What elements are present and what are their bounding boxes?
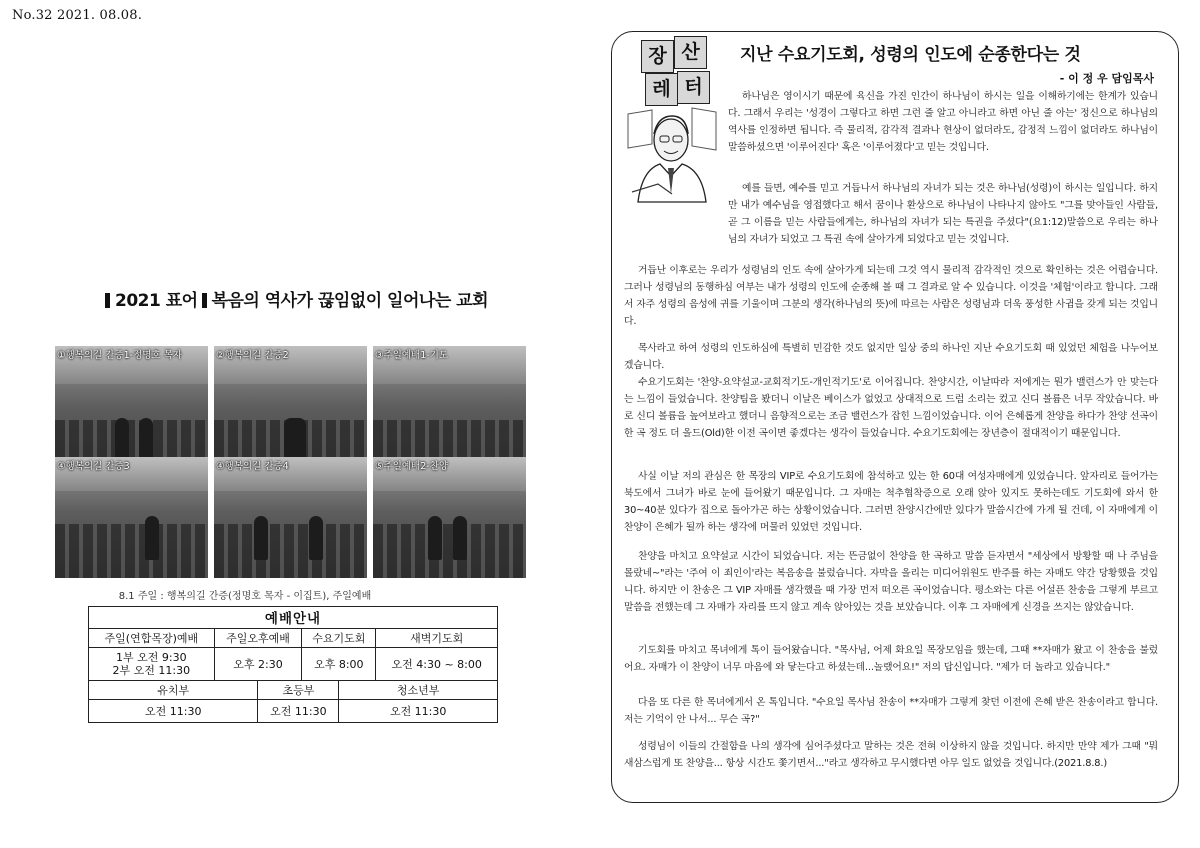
motto-bar-right: [202, 293, 207, 308]
annual-motto: [105, 286, 488, 311]
pastor-portrait: [622, 104, 720, 204]
article-paragraph-10: 성령님이 이들의 간절함을 나의 생각에 심어주셨다고 말하는 것은 전혀 이상하지 않을 것입니다. 하지만 만약 제가 그때 "뭐 새삼스럽게 또 찬양을... 항상 시간도 쫓기면서..."라고 생각하고 무시했다면 아무 일도 없었을 것입니다.(2021.8.8.): [624, 741, 1158, 769]
article-paragraph-3: 거듭난 이후로는 우리가 성령님의 인도 속에 살아가게 되는데 그것 역시 물리적 감각적인 것으로 확인하는 것은 어렵습니다. 그러나 성령님의 동행하심 여부는 내가 성령의 인도에 순종해 볼 때 그 결과로 알 수 있습니다. 이것을 '체험'이라고 합니다. 그래서 자주 성령의 음성에 귀를 기울이며 그분의 생각(하나님의 뜻)에 따르는 사람은 성령님과 더욱 풍성한 사귐을 갖게 되는 것입니다.: [624, 265, 1158, 327]
time-sunday-2nd: 2부 오전 11:30: [112, 664, 191, 677]
article-paragraph-4: 목사라고 하여 성령의 인도하심에 특별히 민감한 것도 없지만 일상 중의 하나인 지난 수요기도회 때 있었던 체험을 나누어보겠습니다.: [624, 343, 1158, 371]
photo-caption: 8.1 주일 : 행복의길 간증(정명호 목자 - 이집트), 주일예배: [118, 591, 372, 602]
time-sunday-service: [89, 648, 215, 681]
worship-title: 예배안내: [89, 607, 498, 629]
header-youth: 청소년부: [339, 681, 498, 700]
article-paragraph-1: 하나님은 영이시기 때문에 육신을 가진 인간이 하나님이 하시는 일을 이해하기에는 한계가 있습니다. 그래서 우리는 '성경이 그렇다고 하면 그런 줄 알고 아니라고 하면 아닌 줄 아는' 정신으로 하나님의 역사를 인정하면 됩니다. 즉 물리적, 감각적 결과나 현상이 없더라도, 감정적 느낌이 없더라도 하나님이 말씀하셨으면 '이루어진다' 혹은 '이루어졌다'고 믿는 것입니다.: [728, 91, 1158, 153]
header-elementary: 초등부: [258, 681, 339, 700]
time-wednesday-prayer: 오후 8:00: [302, 648, 376, 681]
column-tile-3: 레: [645, 73, 678, 106]
photo-caption-1: ①행복의길 간증1-정명호 목자: [57, 350, 182, 361]
time-sunday-afternoon: 오후 2:30: [214, 648, 302, 681]
column-tile-4: 터: [677, 71, 710, 104]
worship-schedule-table: [88, 606, 498, 723]
photo-testimony-4: [214, 457, 367, 578]
article-title: 지난 수요기도회, 성령의 인도에 순종한다는 것: [740, 45, 1081, 65]
article-author: - 이 정 우 담임목사: [1059, 72, 1154, 85]
photo-caption-6: ⑤주일예배2-찬양: [375, 461, 449, 472]
issue-number: No.32 2021. 08.08.: [12, 8, 143, 23]
time-dawn-prayer: 오전 4:30 ~ 8:00: [376, 648, 498, 681]
time-elementary: 오전 11:30: [258, 700, 339, 723]
header-sunday-service: 주일(연합목장)예배: [89, 629, 215, 648]
photo-caption-5: ④행복의길 간증4: [216, 461, 289, 472]
column-tile-1: 장: [641, 40, 674, 73]
article-paragraph-7: 찬양을 마치고 요약설교 시간이 되었습니다. 저는 뜬금없이 찬양을 한 곡하고 말씀 듣자면서 "세상에서 방황할 때 나 주님을 몰랐네~"라는 '주여 이 죄인이'라는 복음송을 불렀습니다. 자막을 올리는 미디어위원도 반주를 하는 자매도 약간 당황했을 것입니다. 하지만 이 찬송은 그 VIP 자매를 생각했을 때 가장 먼저 떠오른 곡이었습니다. 평소와는 다른 어설픈 찬송을 그렇게 부르고 말씀을 전했는데 그 자매가 자리를 뜨지 않고 계속 앉아있는 것을 보았습니다. 이후 그 자매에게 신경을 쓰지는 않았습니다.: [624, 551, 1158, 613]
time-sunday-1st: 1부 오전 9:30: [116, 651, 187, 664]
photo-testimony-3: [55, 457, 208, 578]
article-paragraph-5: 수요기도회는 '찬양-요약설교-교회적기도-개인적기도'로 이어집니다. 찬양시간, 이날따라 저에게는 뭔가 밸런스가 안 맞는다는 느낌이 들었습니다. 찬양팀을 봤더니 이날은 베이스가 없었고 상대적으로 드럼 소리는 컸고 신디 볼륨은 너무 작았습니다. 바로 신디 볼륨을 높여보라고 했더니 음향적으로는 조금 밸런스가 잡힌 느낌이었습니다. 이어 은혜롭게 찬양을 하다가 찬양 선곡이 한 곡 정도 더 올드(Old)한 이전 곡이면 좋겠다는 생각이 들었습니다. 수요기도회에는 장년층이 절대적이기 때문입니다.: [624, 377, 1158, 439]
photo-caption-2: ②행복의길 간증2: [216, 350, 289, 361]
article-paragraph-8: 기도회를 마치고 목녀에게 톡이 들어왔습니다. "목사님, 어제 화요일 목장모임을 했는데, 그때 **자매가 왔고 이 찬송을 불렀어요. 자매가 이 찬양이 너무 마음에 와 닿는다고 하셨는데...놀랬어요!" 저의 답신입니다. "제가 더 놀라고 있습니다.": [624, 645, 1158, 673]
motto-bar-left: [105, 293, 110, 308]
header-sunday-afternoon: 주일오후예배: [214, 629, 302, 648]
motto-text: 복음의 역사가 끊임없이 일어나는 교회: [211, 291, 489, 311]
article-paragraph-9: 다음 또 다른 한 목녀에게서 온 톡입니다. "수요일 목사님 찬송이 **자매가 그렇게 찾던 이전에 은혜 받은 찬송이라고 합니다. 저는 기억이 안 나서... 무슨 곡?": [624, 697, 1158, 725]
photo-caption-4: ④행복의길 간증3: [57, 461, 130, 472]
article-paragraph-6: 사실 이날 저의 관심은 한 목장의 VIP로 수요기도회에 참석하고 있는 한 60대 여성자매에게 있었습니다. 앞자리로 들어가는 북도에서 그녀가 바로 눈에 들어왔기 때문입니다. 그 자매는 척추협착증으로 오래 앉아 있지도 못하는데도 기도회에 와서 한 30~40분 있다가 집으로 돌아가곤 하는 상황이었습니다. 그러면 찬양시간에만 있다가 말씀시간에 가게 될 건데, 이 자매에게 이 찬양이 은혜가 될까 하는 생각에 머물러 있었던 것입니다.: [624, 471, 1158, 533]
photo-sunday-praise: [373, 457, 526, 578]
header-kindergarten: 유치부: [89, 681, 258, 700]
header-dawn-prayer: 새벽기도회: [376, 629, 498, 648]
time-youth: 오전 11:30: [339, 700, 498, 723]
photo-caption-3: ③주일예배1-기도: [375, 350, 449, 361]
column-tile-2: 산: [674, 36, 707, 69]
motto-year-label: 2021 표어: [115, 291, 198, 311]
header-wednesday-prayer: 수요기도회: [302, 629, 376, 648]
article-paragraph-2: 예를 들면, 예수를 믿고 거듭나서 하나님의 자녀가 되는 것은 하나님(성령)이 하시는 일입니다. 하지만 내가 예수님을 영접했다고 해서 꿈이나 환상으로 하나님이 나타나지 않아도 "그를 맞아들인 사람들, 곧 그 이름을 믿는 사람들에게는, 하나님의 자녀가 되는 특권을 주셨다"(요1:12)말씀으로 우리는 하나님의 자녀가 되었고 그 특권 속에 살아가게 되었다고 믿는 것입니다.: [728, 183, 1158, 245]
time-kindergarten: 오전 11:30: [89, 700, 258, 723]
